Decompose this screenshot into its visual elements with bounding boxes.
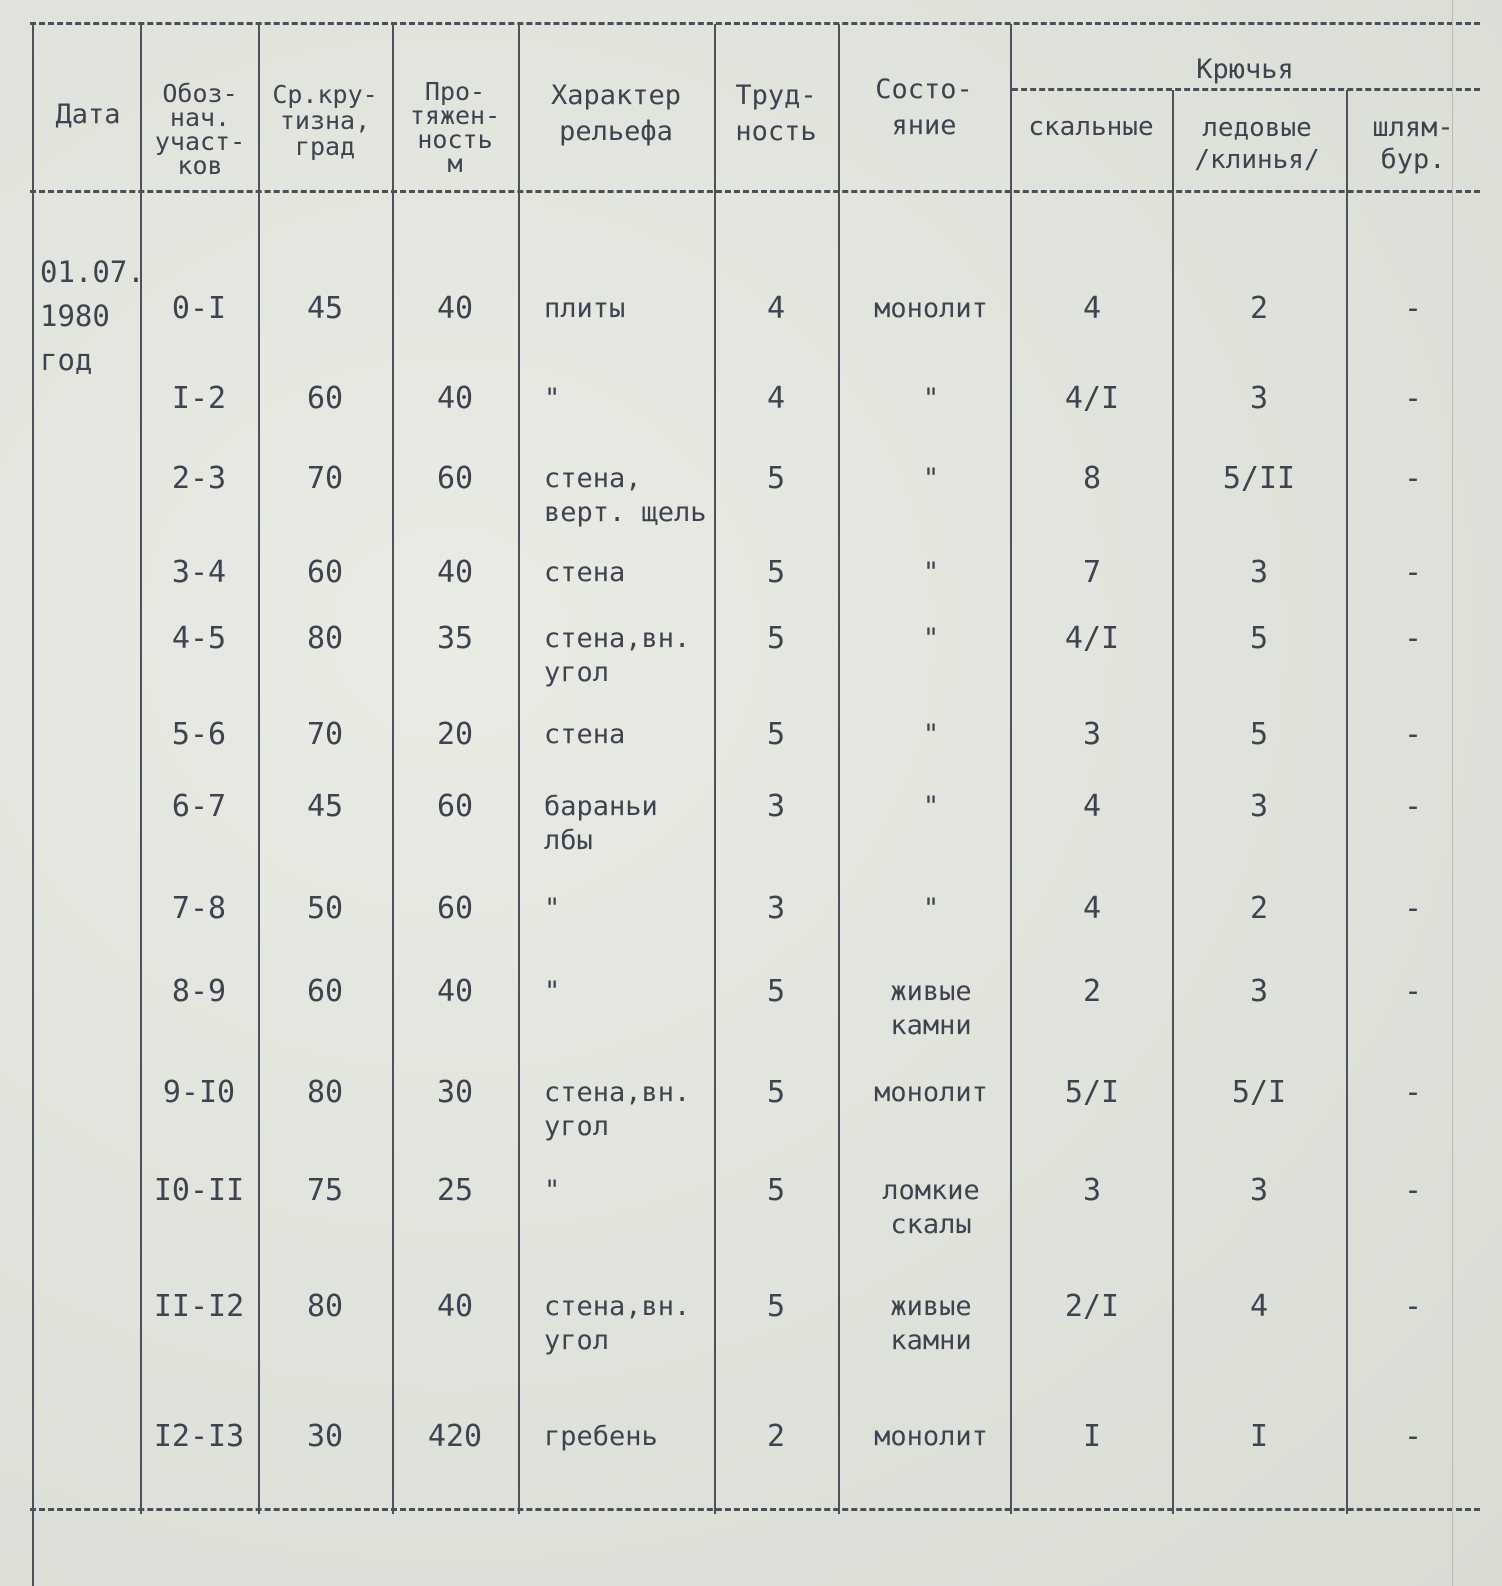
cell-relief: стена,вн. угол bbox=[544, 623, 691, 688]
cell-length: 40 bbox=[436, 1289, 474, 1324]
cell-segment: II-I2 bbox=[153, 1289, 245, 1324]
cell-relief: стена,вн. угол bbox=[544, 1077, 691, 1142]
cell-relief: гребень bbox=[544, 1421, 658, 1452]
cell-rock: 4 bbox=[1082, 291, 1102, 326]
cell-length: 60 bbox=[436, 461, 474, 496]
cell-condition: " bbox=[922, 557, 940, 588]
cell-segment: I2-I3 bbox=[153, 1419, 245, 1454]
cell-length: 60 bbox=[436, 789, 474, 824]
cell-relief: " bbox=[544, 976, 561, 1007]
cell-rock: I bbox=[1082, 1419, 1102, 1454]
cell-length: 40 bbox=[436, 291, 474, 326]
cell-length: 40 bbox=[436, 555, 474, 590]
cell-rock: 4/I bbox=[1064, 621, 1120, 656]
cell-drill: - bbox=[1403, 381, 1423, 416]
cell-steepness: 80 bbox=[306, 621, 344, 656]
cell-steepness: 60 bbox=[306, 974, 344, 1009]
cell-drill: - bbox=[1403, 1289, 1423, 1324]
cell-ice: 3 bbox=[1249, 789, 1269, 824]
cell-steepness: 45 bbox=[306, 291, 344, 326]
cell-difficulty: 5 bbox=[766, 1173, 786, 1208]
cell-rock: 8 bbox=[1082, 461, 1102, 496]
cell-segment: 6-7 bbox=[171, 789, 227, 824]
cell-length: 40 bbox=[436, 974, 474, 1009]
cell-difficulty: 2 bbox=[766, 1419, 786, 1454]
cell-condition: ломкие скалы bbox=[882, 1175, 980, 1240]
cell-drill: - bbox=[1403, 717, 1423, 752]
cell-difficulty: 4 bbox=[766, 381, 786, 416]
cell-relief: плиты bbox=[544, 293, 626, 324]
cell-difficulty: 3 bbox=[766, 891, 786, 926]
cell-rock: 4/I bbox=[1064, 381, 1120, 416]
cell-relief: " bbox=[544, 383, 561, 414]
header-segment: Обоз- нач. участ- ков bbox=[154, 79, 246, 180]
cell-rock: 2/I bbox=[1064, 1289, 1120, 1324]
cell-difficulty: 5 bbox=[766, 717, 786, 752]
cell-segment: 0-I bbox=[171, 291, 227, 326]
header-length: Про- тяжен- ность м bbox=[409, 77, 501, 178]
cell-drill: - bbox=[1403, 461, 1423, 496]
cell-ice: 2 bbox=[1249, 891, 1269, 926]
cell-drill: - bbox=[1403, 974, 1423, 1009]
cell-ice: 4 bbox=[1249, 1289, 1269, 1324]
cell-condition: живые камни bbox=[890, 1291, 972, 1356]
column-divider bbox=[518, 24, 520, 1514]
cell-relief: стена bbox=[544, 719, 626, 750]
header-steepness: Ср.кру- тизна, град bbox=[272, 80, 378, 161]
cell-condition: монолит bbox=[874, 1077, 988, 1108]
cell-rock: 3 bbox=[1082, 1173, 1102, 1208]
header-date: Дата bbox=[55, 99, 121, 130]
cell-segment: 2-3 bbox=[171, 461, 227, 496]
cell-difficulty: 5 bbox=[766, 974, 786, 1009]
cell-ice: 5/I bbox=[1231, 1075, 1287, 1110]
cell-length: 25 bbox=[436, 1173, 474, 1208]
cell-segment: 9-I0 bbox=[162, 1075, 236, 1110]
cell-difficulty: 5 bbox=[766, 621, 786, 656]
cell-condition: " bbox=[922, 791, 940, 822]
cell-length: 40 bbox=[436, 381, 474, 416]
cell-steepness: 80 bbox=[306, 1289, 344, 1324]
cell-ice: 5/II bbox=[1222, 461, 1296, 496]
cell-condition: " bbox=[922, 623, 940, 654]
cell-condition: " bbox=[922, 893, 940, 924]
cell-relief: бараньи лбы bbox=[544, 791, 658, 856]
column-divider bbox=[838, 24, 840, 1514]
header-rock-pitons: скальные bbox=[1028, 112, 1154, 142]
cell-steepness: 80 bbox=[306, 1075, 344, 1110]
header-rule bbox=[30, 190, 1480, 193]
cell-segment: 7-8 bbox=[171, 891, 227, 926]
cell-relief: " bbox=[544, 893, 561, 924]
cell-ice: I bbox=[1249, 1419, 1269, 1454]
cell-length: 60 bbox=[436, 891, 474, 926]
cell-ice: 3 bbox=[1249, 555, 1269, 590]
cell-drill: - bbox=[1403, 891, 1423, 926]
cell-steepness: 60 bbox=[306, 555, 344, 590]
cell-difficulty: 5 bbox=[766, 461, 786, 496]
cell-length: 30 bbox=[436, 1075, 474, 1110]
pitons-sub-rule bbox=[1012, 88, 1480, 91]
header-ice-pitons: ледовые /клинья/ bbox=[1194, 113, 1320, 175]
column-divider bbox=[32, 24, 34, 1586]
cell-ice: 3 bbox=[1249, 974, 1269, 1009]
header-condition: Состо- яние bbox=[875, 74, 973, 141]
cell-steepness: 70 bbox=[306, 717, 344, 752]
cell-condition: " bbox=[922, 463, 940, 494]
bottom-rule bbox=[30, 1508, 1480, 1511]
cell-segment: 5-6 bbox=[171, 717, 227, 752]
cell-relief: стена bbox=[544, 557, 626, 588]
cell-ice: 5 bbox=[1249, 717, 1269, 752]
header-difficulty: Труд- ность bbox=[735, 80, 817, 147]
cell-rock: 5/I bbox=[1064, 1075, 1120, 1110]
cell-difficulty: 4 bbox=[766, 291, 786, 326]
cell-difficulty: 5 bbox=[766, 1075, 786, 1110]
cell-rock: 7 bbox=[1082, 555, 1102, 590]
cell-condition: монолит bbox=[874, 293, 988, 324]
cell-segment: I0-II bbox=[153, 1173, 245, 1208]
cell-steepness: 70 bbox=[306, 461, 344, 496]
cell-condition: живые камни bbox=[890, 976, 972, 1041]
cell-condition: монолит bbox=[874, 1421, 988, 1452]
header-relief: Характер рельефа bbox=[550, 80, 682, 147]
date-cell: 01.07. 1980 год bbox=[40, 255, 145, 377]
cell-segment: 8-9 bbox=[171, 974, 227, 1009]
cell-steepness: 45 bbox=[306, 789, 344, 824]
cell-drill: - bbox=[1403, 1173, 1423, 1208]
cell-segment: I-2 bbox=[171, 381, 227, 416]
cell-ice: 2 bbox=[1249, 291, 1269, 326]
cell-steepness: 30 bbox=[306, 1419, 344, 1454]
cell-difficulty: 5 bbox=[766, 1289, 786, 1324]
cell-difficulty: 5 bbox=[766, 555, 786, 590]
cell-ice: 3 bbox=[1249, 1173, 1269, 1208]
cell-steepness: 60 bbox=[306, 381, 344, 416]
cell-length: 420 bbox=[427, 1419, 483, 1454]
top-rule bbox=[30, 22, 1480, 25]
header-pitons: Крючья bbox=[1196, 54, 1294, 85]
cell-length: 20 bbox=[436, 717, 474, 752]
cell-difficulty: 3 bbox=[766, 789, 786, 824]
cell-ice: 5 bbox=[1249, 621, 1269, 656]
cell-drill: - bbox=[1403, 555, 1423, 590]
cell-segment: 4-5 bbox=[171, 621, 227, 656]
cell-length: 35 bbox=[436, 621, 474, 656]
cell-condition: " bbox=[922, 383, 940, 414]
cell-rock: 3 bbox=[1082, 717, 1102, 752]
cell-ice: 3 bbox=[1249, 381, 1269, 416]
cell-drill: - bbox=[1403, 1419, 1423, 1454]
column-divider bbox=[140, 24, 142, 1514]
cell-relief: " bbox=[544, 1175, 561, 1206]
column-divider bbox=[258, 24, 260, 1514]
cell-drill: - bbox=[1403, 621, 1423, 656]
cell-drill: - bbox=[1403, 789, 1423, 824]
cell-relief: стена, верт. щель bbox=[544, 463, 707, 528]
cell-rock: 2 bbox=[1082, 974, 1102, 1009]
cell-condition: " bbox=[922, 719, 940, 750]
cell-relief: стена,вн. угол bbox=[544, 1291, 691, 1356]
cell-steepness: 75 bbox=[306, 1173, 344, 1208]
cell-steepness: 50 bbox=[306, 891, 344, 926]
column-divider bbox=[392, 24, 394, 1514]
cell-rock: 4 bbox=[1082, 789, 1102, 824]
cell-rock: 4 bbox=[1082, 891, 1102, 926]
cell-drill: - bbox=[1403, 291, 1423, 326]
cell-drill: - bbox=[1403, 1075, 1423, 1110]
header-drill: шлям- бур. bbox=[1372, 112, 1454, 175]
cell-segment: 3-4 bbox=[171, 555, 227, 590]
